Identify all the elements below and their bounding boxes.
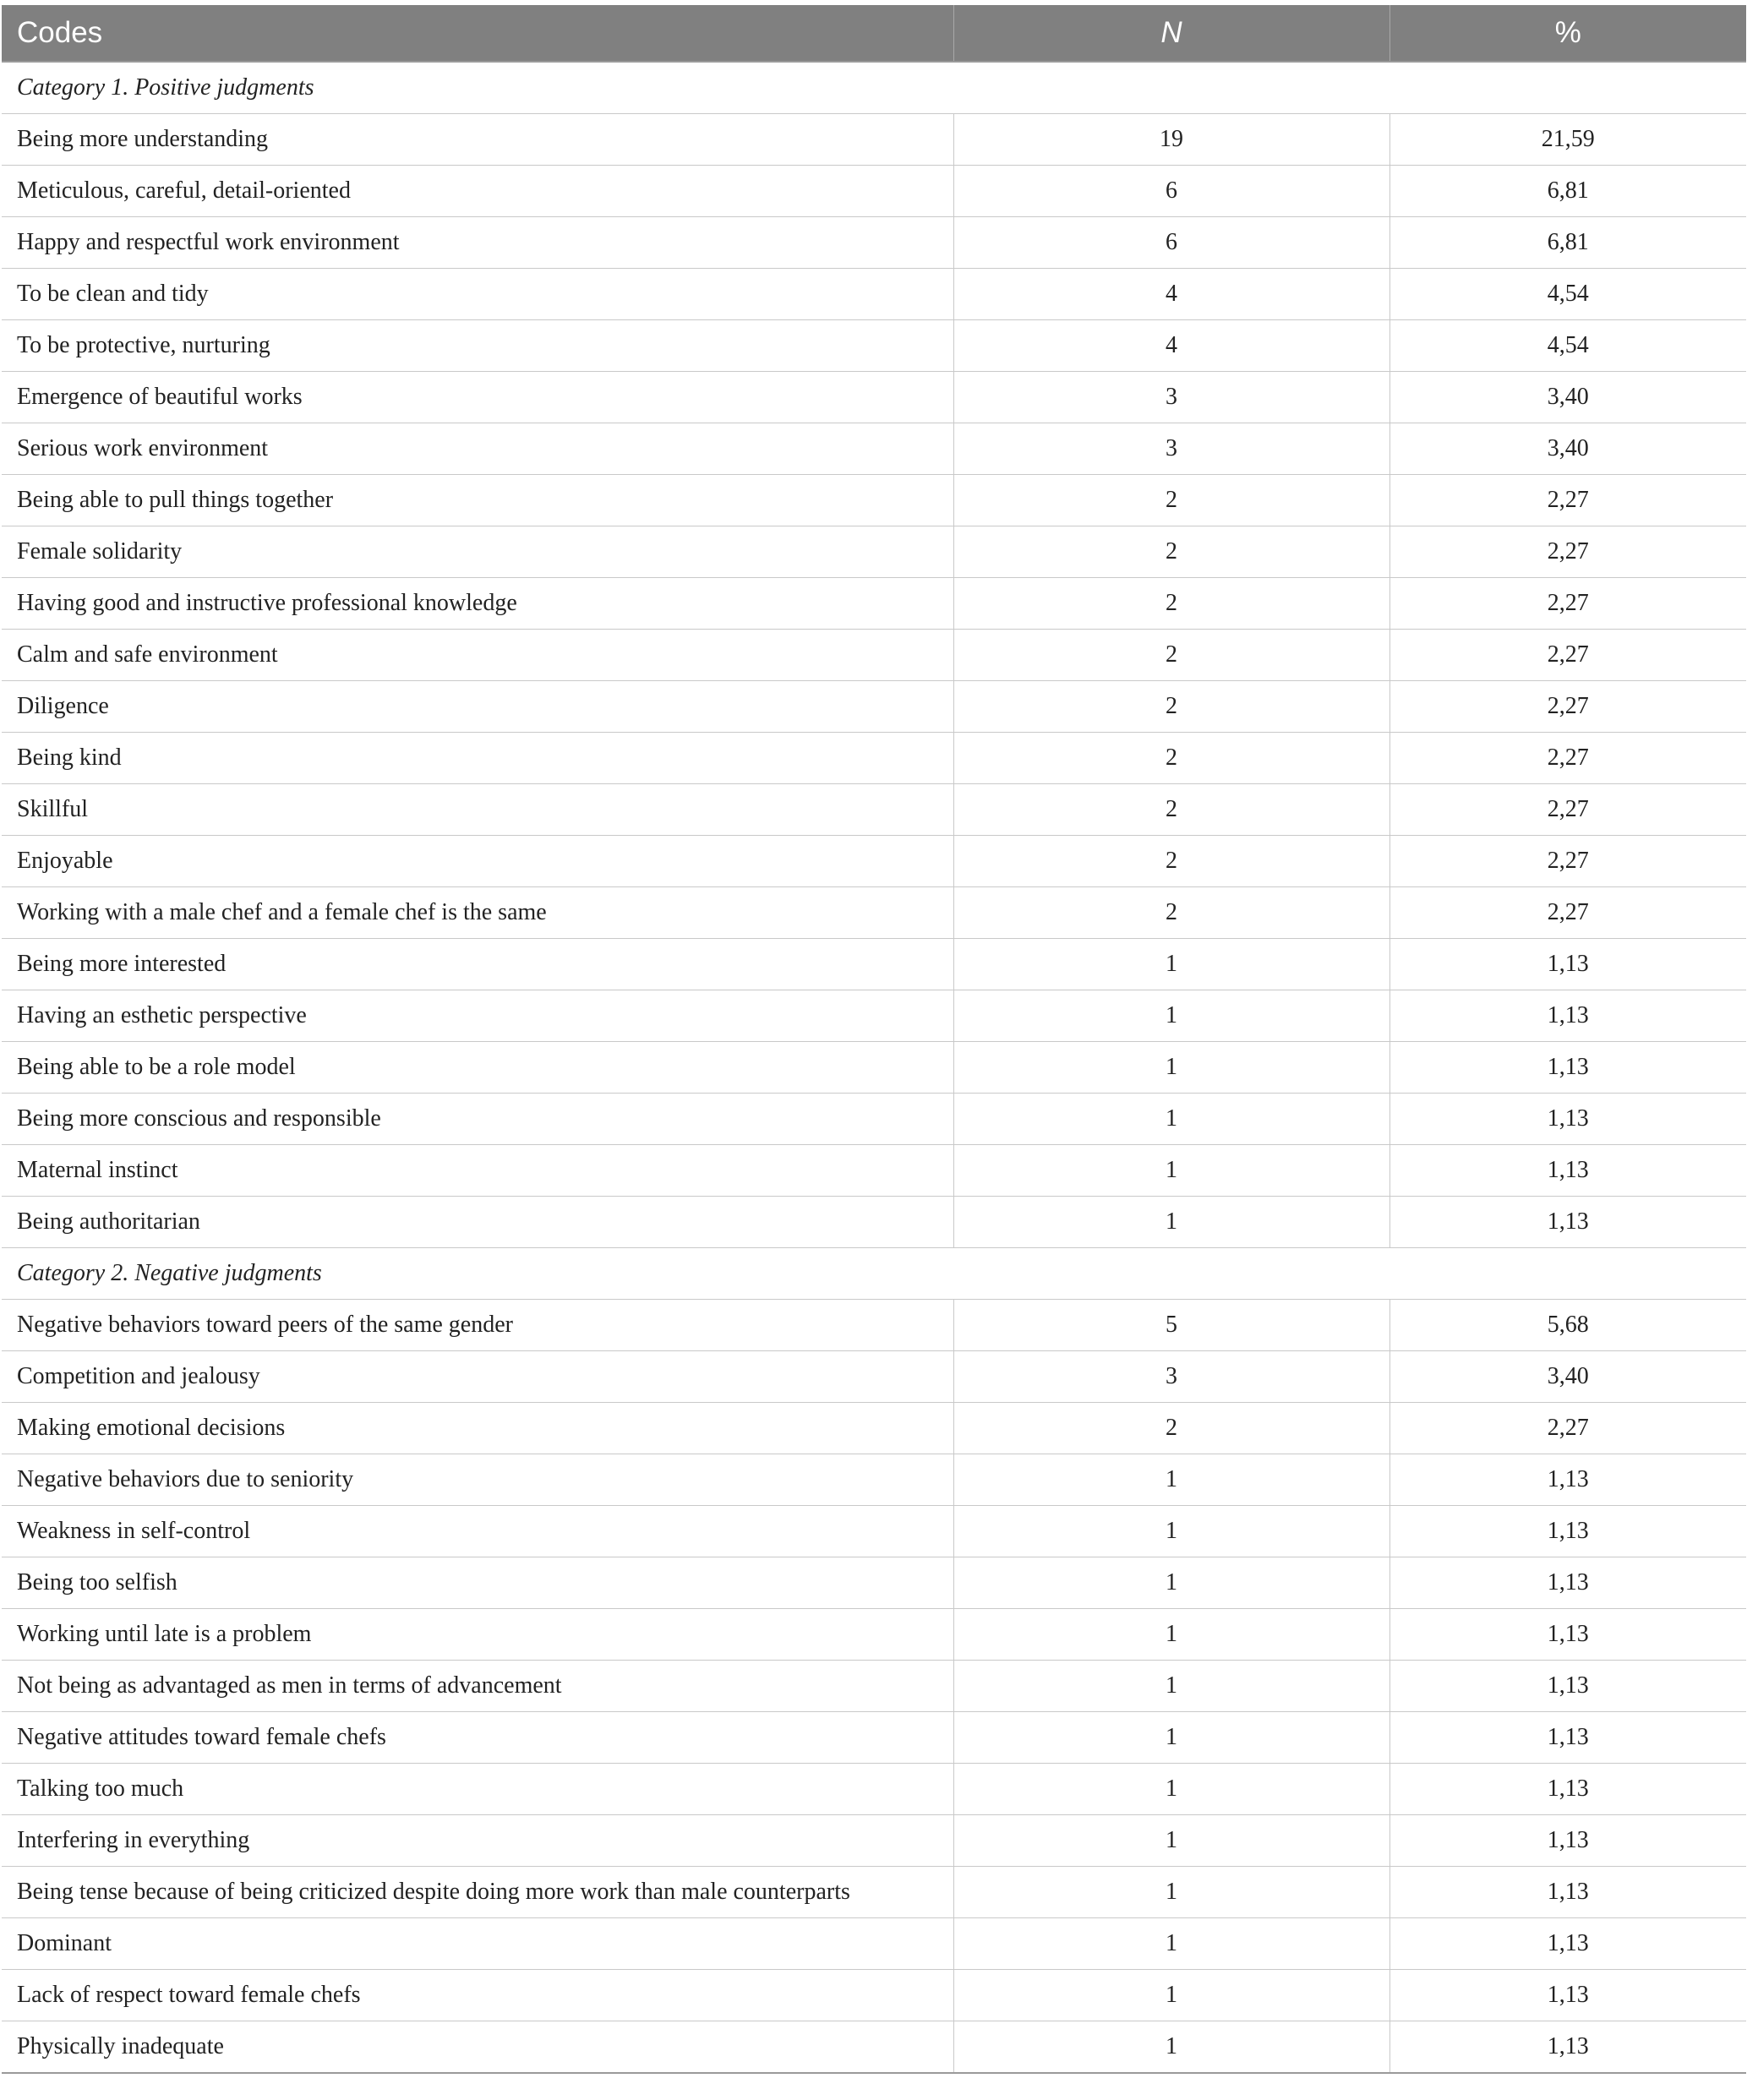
- table-row: [2, 114, 1746, 166]
- n-cell: 2: [953, 887, 1389, 939]
- code-cell: Serious work environment: [2, 423, 953, 475]
- table-row: [2, 630, 1746, 681]
- table-row: [2, 372, 1746, 423]
- code-cell: Talking too much: [2, 1764, 953, 1815]
- percent-column-header: %: [1389, 5, 1746, 62]
- table-row: [2, 1300, 1746, 1351]
- table-row: [2, 1145, 1746, 1197]
- code-cell: Being kind: [2, 733, 953, 784]
- category-row: [2, 1248, 1746, 1300]
- code-cell: Diligence: [2, 681, 953, 733]
- n-cell: 2: [953, 526, 1389, 578]
- table-row: [2, 681, 1746, 733]
- code-cell: Interfering in everything: [2, 1815, 953, 1867]
- code-cell: Dominant: [2, 1918, 953, 1970]
- code-cell: Competition and jealousy: [2, 1351, 953, 1403]
- percent-cell: 1,13: [1389, 1042, 1746, 1094]
- table-row: [2, 1661, 1746, 1712]
- n-cell: 1: [953, 1506, 1389, 1557]
- n-cell: 6: [953, 166, 1389, 217]
- percent-cell: 6,81: [1389, 217, 1746, 269]
- code-cell: Working with a male chef and a female chef is the same: [2, 887, 953, 939]
- table-row: [2, 1094, 1746, 1145]
- percent-cell: 1,13: [1389, 2021, 1746, 2074]
- table-row: [2, 887, 1746, 939]
- table-container: [2, 5, 1746, 2074]
- n-cell: 4: [953, 320, 1389, 372]
- n-cell: 1: [953, 1867, 1389, 1918]
- n-cell: 2: [953, 784, 1389, 836]
- percent-cell: 1,13: [1389, 1918, 1746, 1970]
- code-cell: Being more understanding: [2, 114, 953, 166]
- percent-cell: 2,27: [1389, 681, 1746, 733]
- percent-cell: 1,13: [1389, 1145, 1746, 1197]
- table-row: [2, 990, 1746, 1042]
- code-cell: Negative behaviors due to seniority: [2, 1454, 953, 1506]
- percent-cell: 21,59: [1389, 114, 1746, 166]
- table-row: [2, 166, 1746, 217]
- n-cell: 2: [953, 1403, 1389, 1454]
- n-cell: 19: [953, 114, 1389, 166]
- n-cell: 3: [953, 372, 1389, 423]
- category-row: [2, 62, 1746, 114]
- percent-cell: 4,54: [1389, 269, 1746, 320]
- n-cell: 3: [953, 1351, 1389, 1403]
- n-cell: 1: [953, 1609, 1389, 1661]
- code-cell: Physically inadequate: [2, 2021, 953, 2074]
- percent-cell: 3,40: [1389, 372, 1746, 423]
- table-row: [2, 269, 1746, 320]
- code-cell: Enjoyable: [2, 836, 953, 887]
- percent-cell: 5,68: [1389, 1300, 1746, 1351]
- code-cell: Not being as advantaged as men in terms of advancement: [2, 1661, 953, 1712]
- code-cell: Being authoritarian: [2, 1197, 953, 1248]
- table-row: [2, 784, 1746, 836]
- code-cell: Working until late is a problem: [2, 1609, 953, 1661]
- n-cell: 2: [953, 630, 1389, 681]
- table-row: [2, 1918, 1746, 1970]
- code-cell: Skillful: [2, 784, 953, 836]
- header-row: [2, 5, 1746, 62]
- n-cell: 1: [953, 939, 1389, 990]
- percent-cell: 1,13: [1389, 1557, 1746, 1609]
- percent-cell: 2,27: [1389, 526, 1746, 578]
- code-cell: Calm and safe environment: [2, 630, 953, 681]
- n-cell: 6: [953, 217, 1389, 269]
- percent-cell: 2,27: [1389, 475, 1746, 526]
- n-cell: 1: [953, 1712, 1389, 1764]
- n-cell: 2: [953, 836, 1389, 887]
- percent-cell: 2,27: [1389, 1403, 1746, 1454]
- n-cell: 1: [953, 1815, 1389, 1867]
- table-row: [2, 1042, 1746, 1094]
- percent-cell: 1,13: [1389, 1197, 1746, 1248]
- percent-cell: 1,13: [1389, 1867, 1746, 1918]
- table-row: [2, 320, 1746, 372]
- table-row: [2, 939, 1746, 990]
- code-cell: Negative behaviors toward peers of the same gender: [2, 1300, 953, 1351]
- code-cell: Meticulous, careful, detail-oriented: [2, 166, 953, 217]
- n-cell: 2: [953, 733, 1389, 784]
- n-cell: 3: [953, 423, 1389, 475]
- code-cell: Being more conscious and responsible: [2, 1094, 953, 1145]
- table-row: [2, 1970, 1746, 2021]
- table-row: [2, 1764, 1746, 1815]
- table-row: [2, 423, 1746, 475]
- percent-cell: 2,27: [1389, 630, 1746, 681]
- code-cell: Negative attitudes toward female chefs: [2, 1712, 953, 1764]
- percent-cell: 1,13: [1389, 1506, 1746, 1557]
- percent-cell: 6,81: [1389, 166, 1746, 217]
- n-cell: 4: [953, 269, 1389, 320]
- code-cell: Being tense because of being criticized despite doing more work than male counterparts: [2, 1867, 953, 1918]
- n-cell: 2: [953, 475, 1389, 526]
- n-column-header: N: [953, 5, 1389, 62]
- percent-cell: 1,13: [1389, 990, 1746, 1042]
- n-cell: 1: [953, 2021, 1389, 2074]
- n-cell: 1: [953, 1661, 1389, 1712]
- percent-cell: 2,27: [1389, 836, 1746, 887]
- table-row: [2, 1815, 1746, 1867]
- code-cell: Being able to be a role model: [2, 1042, 953, 1094]
- code-cell: Being able to pull things together: [2, 475, 953, 526]
- code-cell: Weakness in self-control: [2, 1506, 953, 1557]
- n-cell: 1: [953, 1197, 1389, 1248]
- table-row: [2, 1351, 1746, 1403]
- table-row: [2, 1609, 1746, 1661]
- percent-cell: 3,40: [1389, 423, 1746, 475]
- code-cell: Lack of respect toward female chefs: [2, 1970, 953, 2021]
- percent-cell: 2,27: [1389, 784, 1746, 836]
- table-row: [2, 1403, 1746, 1454]
- code-cell: Being more interested: [2, 939, 953, 990]
- table-row: [2, 475, 1746, 526]
- table-row: [2, 1867, 1746, 1918]
- n-cell: 1: [953, 1454, 1389, 1506]
- percent-cell: 1,13: [1389, 1764, 1746, 1815]
- percent-cell: 1,13: [1389, 1970, 1746, 2021]
- percent-cell: 1,13: [1389, 1609, 1746, 1661]
- n-cell: 5: [953, 1300, 1389, 1351]
- table-row: [2, 1197, 1746, 1248]
- table-row: [2, 1712, 1746, 1764]
- table-row: [2, 2021, 1746, 2074]
- table-row: [2, 836, 1746, 887]
- n-cell: 1: [953, 1042, 1389, 1094]
- code-cell: Being too selfish: [2, 1557, 953, 1609]
- table-row: [2, 1454, 1746, 1506]
- percent-cell: 1,13: [1389, 1815, 1746, 1867]
- code-cell: To be protective, nurturing: [2, 320, 953, 372]
- n-cell: 1: [953, 1764, 1389, 1815]
- code-cell: Female solidarity: [2, 526, 953, 578]
- percent-cell: 1,13: [1389, 939, 1746, 990]
- table-body: [2, 62, 1746, 2073]
- code-cell: Emergence of beautiful works: [2, 372, 953, 423]
- n-cell: 2: [953, 578, 1389, 630]
- table-row: [2, 1557, 1746, 1609]
- codes-column-header: Codes: [2, 5, 953, 62]
- percent-cell: 2,27: [1389, 578, 1746, 630]
- table-row: [2, 526, 1746, 578]
- code-cell: Having good and instructive professional knowledge: [2, 578, 953, 630]
- n-cell: 1: [953, 990, 1389, 1042]
- percent-cell: 4,54: [1389, 320, 1746, 372]
- code-cell: To be clean and tidy: [2, 269, 953, 320]
- code-cell: Making emotional decisions: [2, 1403, 953, 1454]
- table-row: [2, 217, 1746, 269]
- codes-table: [2, 5, 1746, 2074]
- n-cell: 1: [953, 1918, 1389, 1970]
- percent-cell: 1,13: [1389, 1712, 1746, 1764]
- n-cell: 1: [953, 1970, 1389, 2021]
- n-cell: 1: [953, 1145, 1389, 1197]
- n-cell: 1: [953, 1094, 1389, 1145]
- category-label: Category 1. Positive judgments: [2, 62, 1746, 114]
- category-label: Category 2. Negative judgments: [2, 1248, 1746, 1300]
- table-row: [2, 578, 1746, 630]
- percent-cell: 2,27: [1389, 733, 1746, 784]
- n-cell: 2: [953, 681, 1389, 733]
- percent-cell: 2,27: [1389, 887, 1746, 939]
- percent-cell: 1,13: [1389, 1094, 1746, 1145]
- code-cell: Maternal instinct: [2, 1145, 953, 1197]
- table-row: [2, 733, 1746, 784]
- code-cell: Having an esthetic perspective: [2, 990, 953, 1042]
- percent-cell: 1,13: [1389, 1454, 1746, 1506]
- table-row: [2, 1506, 1746, 1557]
- percent-cell: 1,13: [1389, 1661, 1746, 1712]
- code-cell: Happy and respectful work environment: [2, 217, 953, 269]
- percent-cell: 3,40: [1389, 1351, 1746, 1403]
- n-cell: 1: [953, 1557, 1389, 1609]
